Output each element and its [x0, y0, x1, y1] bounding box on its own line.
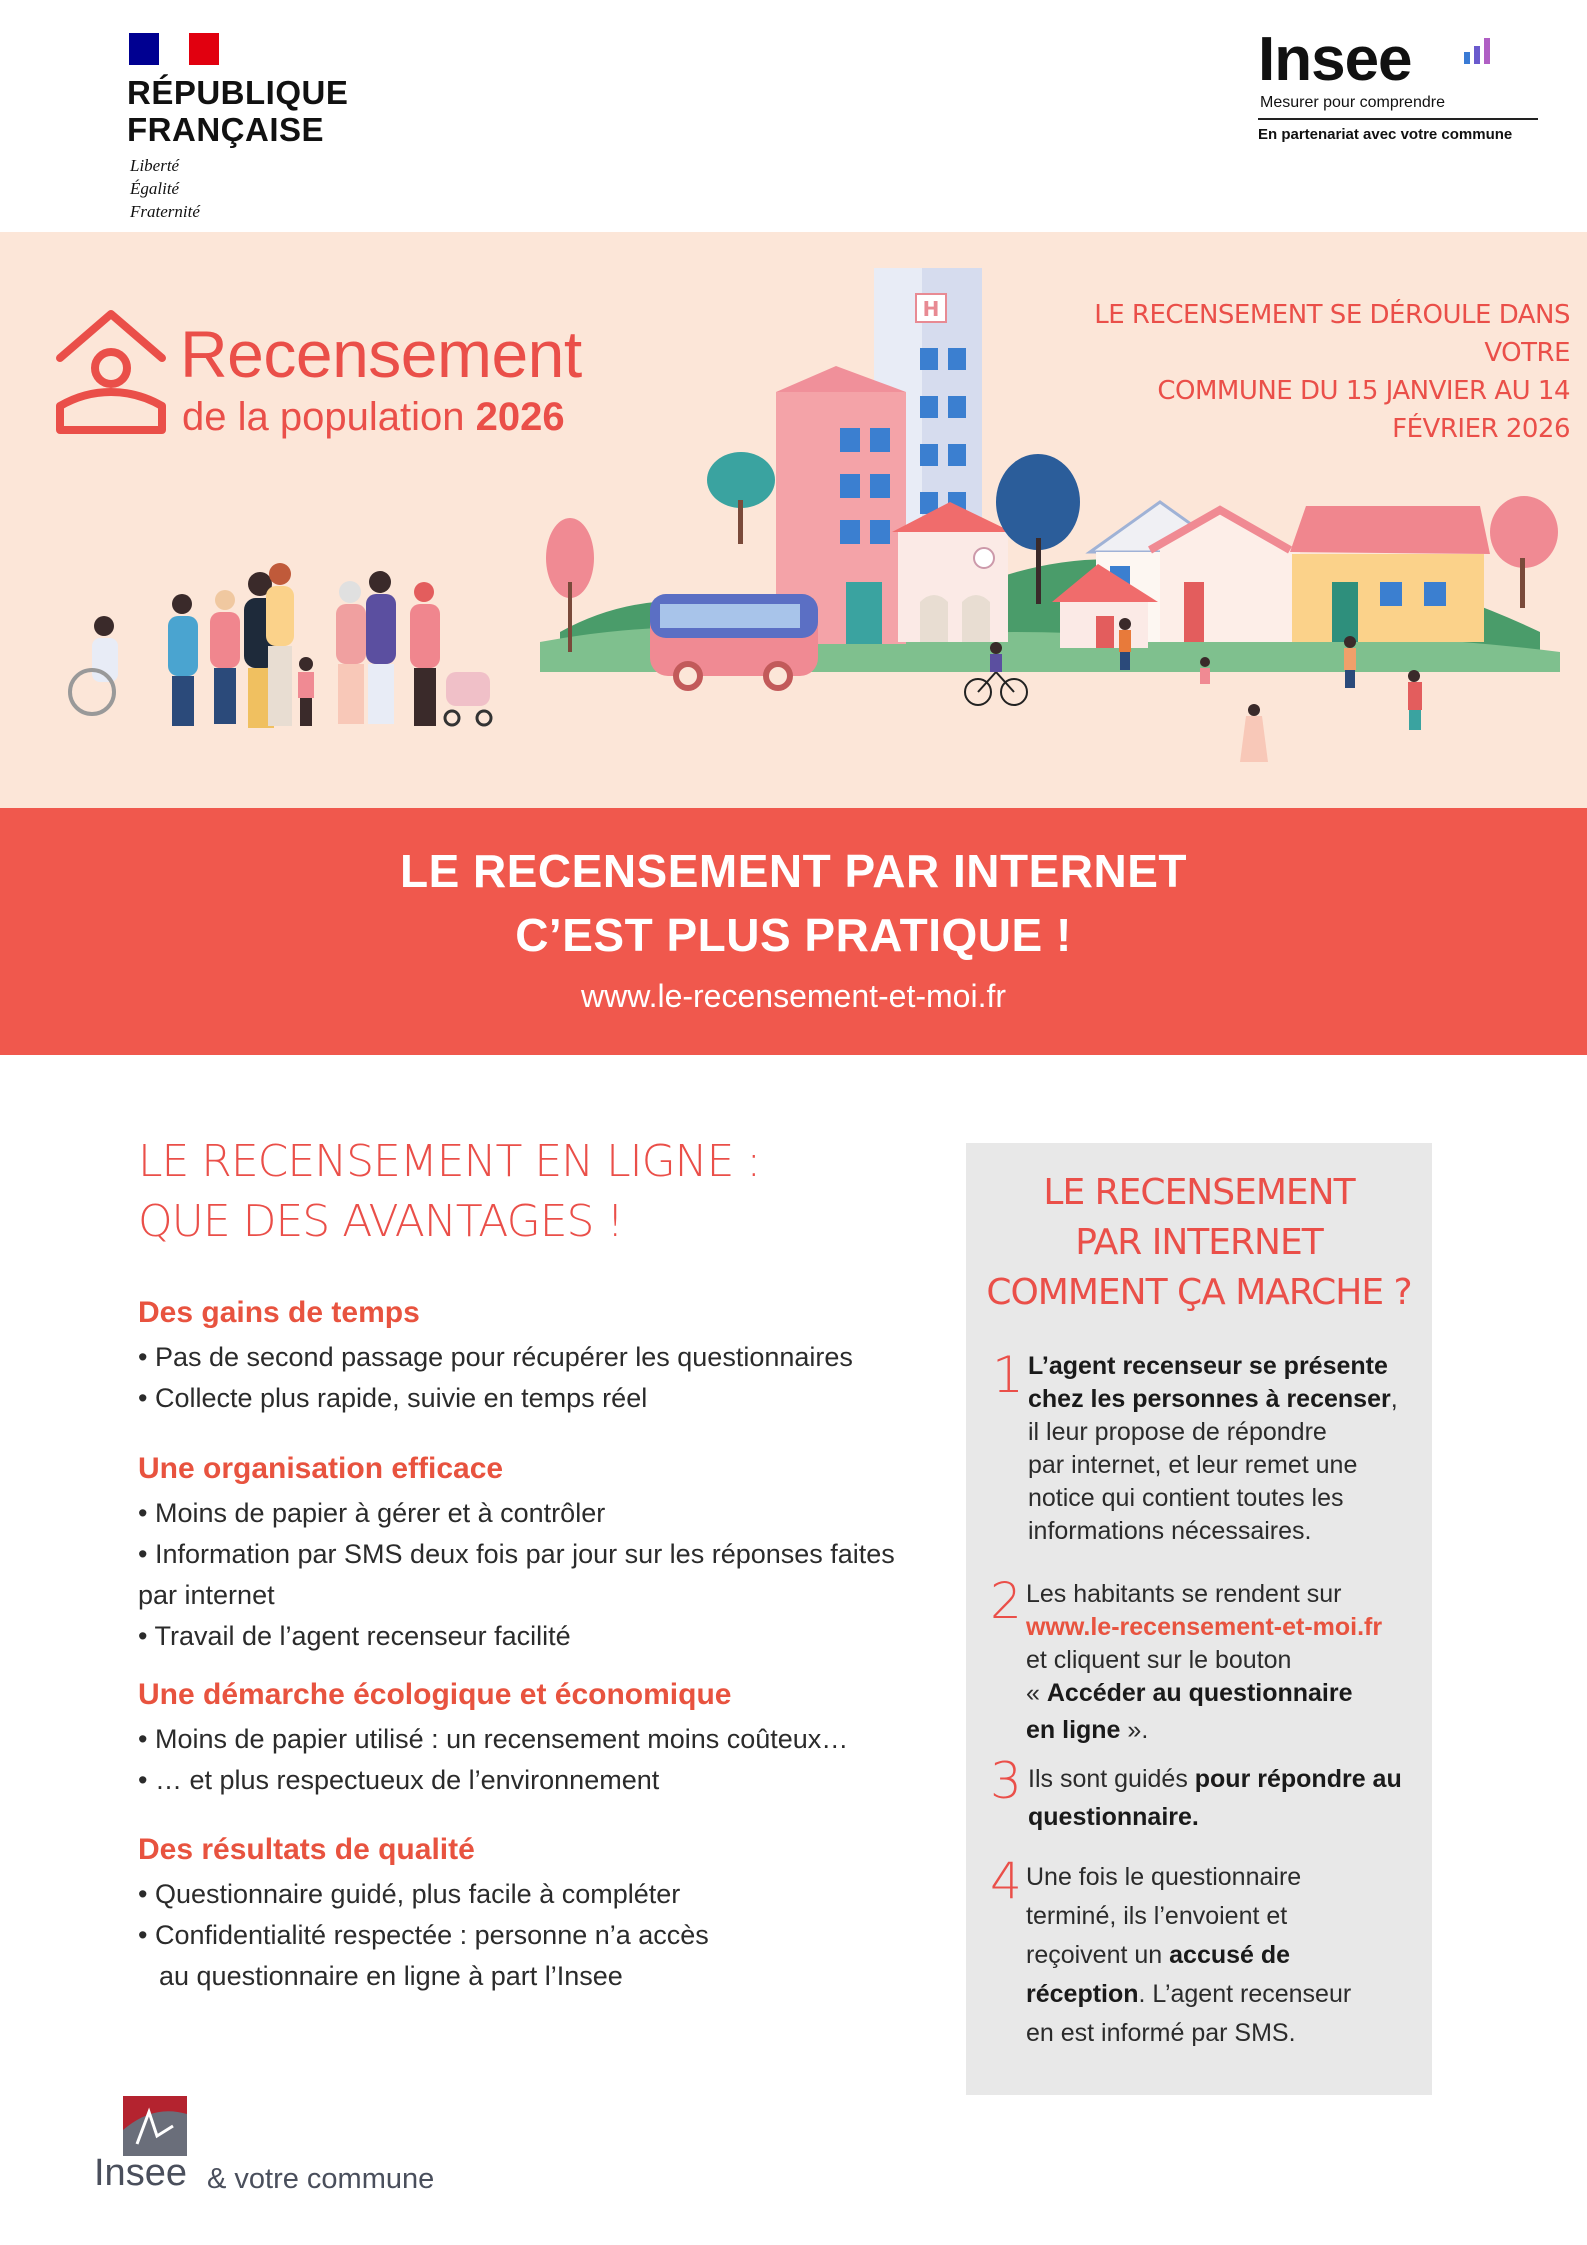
recensement-year: 2026	[475, 395, 565, 439]
banner-headline-line1: LE RECENSEMENT PAR INTERNET	[399, 845, 1188, 897]
list-item: • Collecte plus rapide, suivie en temps réel	[138, 1383, 648, 1413]
rf-title-line2: FRANÇAISE	[127, 111, 325, 148]
step-2-quote-close: ».	[1120, 1716, 1149, 1744]
banner-headline-line2: C’EST PLUS PRATIQUE !	[515, 909, 1072, 961]
how-it-works-title-line2: PAR INTERNET	[1075, 1222, 1323, 1263]
list-item: • Information par SMS deux fois par jour sur les réponses faites	[138, 1539, 895, 1569]
step-1-line4: par internet, et leur remet une	[1028, 1451, 1358, 1479]
section-heading-qualite: Des résultats de qualité	[138, 1833, 475, 1866]
insee-divider	[1258, 118, 1538, 120]
how-it-works-title-line3: COMMENT ÇA MARCHE ?	[986, 1272, 1412, 1313]
recensement-title: Recensement	[180, 317, 582, 391]
step-3-line1-bold: pour répondre au	[1194, 1765, 1402, 1793]
advantages-title	[138, 1132, 760, 1252]
list-item: • Questionnaire guidé, plus facile à compléter	[138, 1879, 681, 1909]
step-1-text	[1028, 1350, 1408, 1548]
how-it-works-title	[966, 1168, 1432, 1318]
republique-francaise-title	[127, 74, 348, 148]
step-1-bold-line1: L’agent recenseur se présente	[1028, 1352, 1388, 1380]
list-item: • Travail de l’agent recenseur facilité	[138, 1621, 571, 1651]
footer-insee-label: Insee	[94, 2152, 187, 2194]
step-number-2: 2	[990, 1572, 1022, 1630]
step-4-text	[1026, 1858, 1406, 2053]
bullet-list	[138, 1874, 938, 1997]
step-2-quote-open: «	[1026, 1679, 1047, 1707]
motto-egalite: Égalité	[130, 179, 180, 198]
step-1-bold-line2: chez les personnes à recenser	[1028, 1385, 1391, 1413]
bullet-list	[138, 1719, 938, 1801]
motto-fraternite: Fraternité	[130, 202, 200, 221]
step-1-line6: informations nécessaires.	[1028, 1517, 1312, 1545]
step-1-line3: il leur propose de répondre	[1028, 1418, 1327, 1446]
list-item: • … et plus respectueux de l’environnement	[138, 1765, 660, 1795]
census-dates-line2: COMMUNE DU 15 JANVIER AU 14 FÉVRIER 2026	[1157, 376, 1570, 444]
list-item: • Moins de papier à gérer et à contrôler	[138, 1498, 606, 1528]
step-4-line3-bold: accusé de	[1169, 1941, 1291, 1969]
list-item: par internet	[138, 1580, 275, 1610]
step-4-line1: Une fois le questionnaire	[1026, 1863, 1302, 1891]
insee-tagline: Mesurer pour comprendre	[1260, 94, 1445, 111]
step-number-1: 1	[992, 1346, 1024, 1404]
town-illustration	[0, 232, 1587, 812]
section-heading-organisation: Une organisation efficace	[138, 1452, 504, 1485]
step-2-website-link[interactable]: www.le-recensement-et-moi.fr	[1026, 1613, 1383, 1641]
footer-votre-commune: & votre commune	[207, 2163, 435, 2195]
step-1-line5: notice qui contient toutes les	[1028, 1484, 1344, 1512]
step-4-line2: terminé, ils l’envoient et	[1026, 1902, 1288, 1930]
step-number-4: 4	[990, 1852, 1022, 1910]
list-item: au questionnaire en ligne à part l’Insee	[159, 1961, 623, 1991]
motto-liberte: Liberté	[130, 156, 180, 175]
bullet-list	[138, 1493, 938, 1657]
step-4-line4-regular: . L’agent recenseur	[1138, 1980, 1352, 2008]
insee-logo: Insee	[1258, 25, 1412, 94]
list-item: • Pas de second passage pour récupérer les questionnaires	[138, 1342, 853, 1372]
step-2-line1: Les habitants se rendent sur	[1026, 1580, 1342, 1608]
list-item: • Confidentialité respectée : personne n’a accès	[138, 1920, 709, 1950]
recensement-subtitle-text: de la population	[182, 395, 465, 439]
step-3-line2-bold: questionnaire.	[1028, 1803, 1199, 1831]
census-dates-line1: LE RECENSEMENT SE DÉROULE DANS VOTRE	[1094, 300, 1570, 368]
how-it-works-title-line1: LE RECENSEMENT	[1043, 1172, 1355, 1213]
bullet-list	[138, 1337, 938, 1419]
insee-footer-mark-icon	[123, 2096, 187, 2156]
step-4-line4-bold: réception	[1026, 1980, 1139, 2008]
list-item: • Moins de papier utilisé : un recensement moins coûteux…	[138, 1724, 849, 1754]
hospital-sign-text: H	[922, 297, 940, 321]
step-2-line3: et cliquent sur le bouton	[1026, 1646, 1292, 1674]
insee-bars-icon	[1462, 34, 1500, 68]
section-heading-gains-de-temps: Des gains de temps	[138, 1296, 420, 1329]
step-3-line1-regular: Ils sont guidés	[1028, 1765, 1195, 1793]
rf-title-line1: RÉPUBLIQUE	[127, 74, 349, 111]
banner-website-link[interactable]: www.le-recensement-et-moi.fr	[581, 978, 1006, 1014]
republique-francaise-flag-icon	[129, 33, 219, 65]
step-2-button-name-line2: en ligne	[1026, 1716, 1121, 1744]
step-2-text	[1026, 1578, 1406, 1747]
step-2-button-name-line1: Accéder au questionnaire	[1046, 1679, 1353, 1707]
step-4-line3-regular: reçoivent un	[1026, 1941, 1170, 1969]
step-number-3: 3	[990, 1752, 1022, 1810]
step-3-text	[1028, 1760, 1408, 1836]
step-1-comma: ,	[1390, 1385, 1398, 1413]
republique-francaise-motto	[130, 154, 200, 223]
step-4-line5: en est informé par SMS.	[1026, 2019, 1296, 2047]
insee-partner-text: En partenariat avec votre commune	[1258, 126, 1513, 143]
section-heading-ecologique: Une démarche écologique et économique	[138, 1678, 732, 1711]
advantages-title-line2: QUE DES AVANTAGES !	[138, 1196, 624, 1247]
advantages-title-line1: LE RECENSEMENT EN LIGNE :	[138, 1136, 761, 1187]
